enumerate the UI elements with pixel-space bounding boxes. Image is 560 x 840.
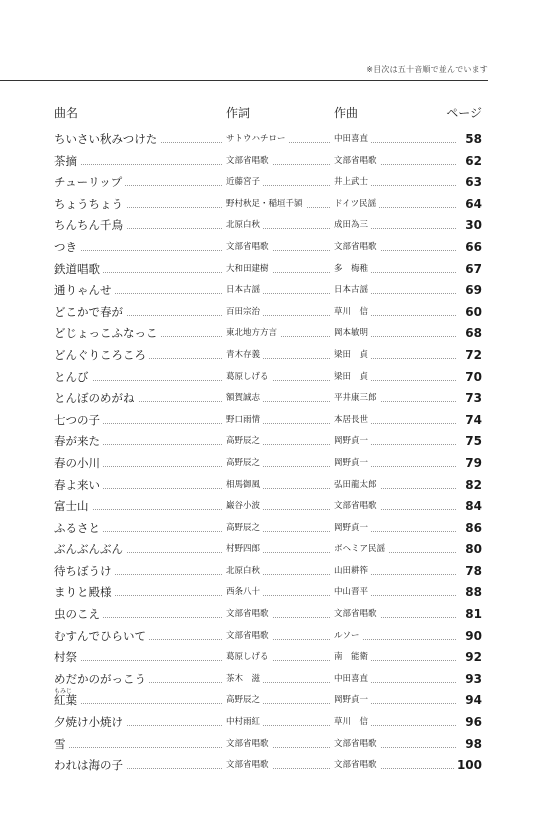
song-composer: 平井康三郎 [334,393,380,404]
song-composer: 草川 信 [334,717,371,728]
song-title-text: 夕焼け小焼け [54,715,123,730]
song-page-number: 96 [465,715,482,730]
toc-row[interactable] [54,538,482,560]
song-composer: 文部省唱歌 [334,242,380,253]
song-title-text: 春が来た [54,434,100,449]
toc-row[interactable] [54,733,482,755]
toc-row[interactable] [54,603,482,625]
song-lyricist: 青木存義 [226,350,263,361]
song-lyricist: 葛原しげる [226,372,272,383]
toc-row[interactable] [54,322,482,344]
song-lyricist: 中村雨紅 [226,717,263,728]
song-title [54,348,149,362]
song-title-text: 村祭 [54,650,77,665]
song-lyricist: 日本古謡 [226,285,263,296]
toc-row[interactable] [54,689,482,711]
toc-row[interactable] [54,430,482,452]
toc-row[interactable] [54,171,482,193]
song-page-number: 88 [465,585,482,600]
toc-row[interactable] [54,646,482,668]
song-composer: 梁田 貞 [334,372,371,383]
song-page-number: 70 [465,369,482,384]
song-title [54,326,161,340]
song-page-number: 58 [465,132,482,146]
song-page-number: 100 [456,758,482,773]
toc-row[interactable] [54,517,482,539]
song-lyricist: 近藤宮子 [226,177,263,188]
song-title [54,197,126,211]
song-title-text: ふるさと [54,520,100,535]
song-composer: 弘田龍太郎 [334,480,380,491]
song-page-number: 80 [465,542,482,557]
song-title [54,564,115,578]
song-title [54,370,92,384]
song-page-number: 81 [465,607,482,622]
toc-row[interactable] [54,452,482,474]
song-lyricist: 相馬御風 [226,480,263,491]
song-composer: 文部省唱歌 [334,739,380,750]
song-title [54,434,103,448]
song-composer: 中田喜直 [334,674,371,685]
toc-row[interactable] [54,625,482,647]
song-page-number: 69 [465,283,482,298]
song-title-text: 紅葉 [54,693,77,708]
song-title [54,154,80,168]
song-composer: 本居長世 [334,415,371,426]
song-page-number: 74 [465,412,482,427]
song-composer: 草川 信 [334,307,371,318]
song-lyricist: 茶木 滋 [226,674,263,685]
song-page-number: 98 [465,736,482,751]
song-page-number: 63 [465,175,482,190]
song-page-number: 82 [465,477,482,492]
song-title-text: どこかで春が [54,304,123,319]
song-lyricist: 野口雨情 [226,415,263,426]
song-page-number: 68 [465,326,482,341]
song-title-text: 通りゃんせ [54,283,112,298]
song-page-number: 75 [465,434,482,449]
song-title-text: ちんちん千鳥 [54,218,123,233]
song-lyricist: 文部省唱歌 [226,631,272,642]
song-lyricist: 高野辰之 [226,458,263,469]
song-title [54,283,115,297]
song-lyricist: 東北地方方言 [226,328,280,339]
song-composer: 梁田 貞 [334,350,371,361]
song-title-text: ちょうちょう [54,196,123,211]
song-title [54,672,149,686]
song-page-number: 84 [465,499,482,514]
song-lyricist: 大和田建樹 [226,264,272,275]
song-page-number: 86 [465,520,482,535]
song-page-number: 67 [465,261,482,276]
song-title [54,391,138,405]
toc-row[interactable] [54,128,482,150]
toc-row[interactable] [54,560,482,582]
song-lyricist: 文部省唱歌 [226,739,272,750]
song-lyricist: 葛原しげる [226,652,272,663]
song-composer: 文部省唱歌 [334,156,380,167]
song-page-number: 66 [465,239,482,254]
song-composer: 多 梅稚 [334,264,371,275]
toc-row[interactable] [54,193,482,215]
song-title-text: ぶんぶんぶん [54,542,123,557]
song-lyricist: 野村秋足・稲垣千頴 [226,199,306,210]
song-title-text: つき [54,239,77,254]
song-lyricist: 北原白秋 [226,220,263,231]
toc-row[interactable] [54,150,482,172]
toc-row[interactable] [54,258,482,280]
toc-header [54,104,482,124]
song-composer: 山田耕筰 [334,566,371,577]
header-title: 曲名 [54,106,79,120]
song-title [54,585,115,599]
toc-row[interactable] [54,409,482,431]
song-title [54,629,149,643]
song-composer: 中田喜直 [334,134,371,145]
song-lyricist: 高野辰之 [226,523,263,534]
toc-row[interactable] [54,344,482,366]
song-lyricist: 文部省唱歌 [226,609,272,620]
toc-row[interactable] [54,754,482,776]
sort-order-note: ※目次は五十音順で並んでいます [366,65,488,74]
song-lyricist: 高野辰之 [226,695,263,706]
toc-row[interactable] [54,495,482,517]
song-lyricist: 高野辰之 [226,436,263,447]
song-composer: 岡野貞一 [334,695,371,706]
song-title-text: 待ちぼうけ [54,563,112,578]
toc-list [54,128,482,776]
song-title [54,218,126,232]
song-title-text: 春の小川 [54,455,100,470]
song-lyricist: 北原白秋 [226,566,263,577]
song-composer: 日本古謡 [334,285,371,296]
song-composer: 南 能衛 [334,652,371,663]
song-title-text: ちいさい秋みつけた [54,132,158,146]
song-title [54,175,125,189]
header-page: ページ [446,106,482,120]
song-lyricist: 額賀誠志 [226,393,263,404]
song-title [54,650,80,664]
song-composer: ルソー [334,631,363,642]
song-composer: 岡野貞一 [334,523,371,534]
song-composer: ドイツ民謡 [334,199,379,210]
song-title [54,737,69,751]
toc-row[interactable] [54,711,482,733]
toc-row[interactable] [54,581,482,603]
song-composer: 中山晋平 [334,587,371,598]
song-lyricist: 文部省唱歌 [226,760,272,771]
song-title-text: どじょっこふなっこ [54,326,158,341]
song-page-number: 92 [465,650,482,665]
song-title-text: チューリップ [54,175,123,190]
song-page-number: 79 [465,455,482,470]
header-rule [0,80,488,81]
song-title-text: 虫のこえ [54,607,100,622]
song-title [54,715,126,729]
toc-row[interactable] [54,301,482,323]
song-title [54,262,103,276]
song-composer: 井上武士 [334,177,371,188]
song-composer: 文部省唱歌 [334,609,380,620]
song-title-text: 茶摘 [54,153,77,168]
song-title [54,305,126,319]
song-lyricist: 文部省唱歌 [226,156,272,167]
song-title-text: めだかのがっこう [54,671,146,686]
song-title-text: われは海の子 [54,758,123,773]
song-title [54,499,92,513]
header-lyricist: 作詞 [226,106,251,120]
song-composer: 文部省唱歌 [334,760,380,771]
song-lyricist: 西条八十 [226,587,263,598]
song-composer: 岡野貞一 [334,458,371,469]
leader-dots [54,746,222,748]
song-title-text: まりと殿様 [54,585,112,600]
song-page-number: 30 [465,218,482,233]
song-title-text: 雪 [54,736,66,751]
toc-row[interactable] [54,387,482,409]
song-title [54,521,103,535]
song-page-number: 72 [465,347,482,362]
song-title [54,688,80,708]
song-page-number: 62 [465,153,482,168]
song-page-number: 60 [465,304,482,319]
song-title [54,456,103,470]
toc-row[interactable] [54,366,482,388]
song-title [54,132,160,146]
song-page-number: 78 [465,563,482,578]
song-lyricist: 文部省唱歌 [226,242,272,253]
song-title [54,542,126,556]
song-page-number: 90 [465,628,482,643]
song-title-text: とんび [54,369,89,384]
song-title [54,607,103,621]
toc-row[interactable] [54,668,482,690]
title-ruby: もみじ [54,688,73,696]
song-composer: ボヘミア民謡 [334,544,388,555]
song-page-number: 73 [465,391,482,406]
toc-row[interactable] [54,236,482,258]
song-lyricist: サトウハチロー [226,134,289,145]
song-composer: 岡野貞一 [334,436,371,447]
song-page-number: 94 [465,693,482,708]
song-lyricist: 百田宗治 [226,307,263,318]
song-title [54,413,103,427]
song-composer: 成田為三 [334,220,371,231]
song-composer: 岡本敏明 [334,328,371,339]
song-title-text: とんぼのめがね [54,391,135,406]
song-lyricist: 村野四郎 [226,544,263,555]
toc-row[interactable] [54,214,482,236]
song-title-text: 鉄道唱歌 [54,261,100,276]
song-title-text: どんぐりころころ [54,347,146,362]
song-title-text: むすんでひらいて [54,628,146,643]
song-title-text: 富士山 [54,499,89,514]
header-composer: 作曲 [334,106,359,120]
song-title-text: 春よ来い [54,477,100,492]
song-composer: 文部省唱歌 [334,501,380,512]
song-title-text: 七つの子 [54,412,100,427]
song-lyricist: 巌谷小波 [226,501,263,512]
song-page-number: 64 [465,196,482,211]
toc-row[interactable] [54,474,482,496]
song-page-number: 93 [465,671,482,686]
song-title [54,478,103,492]
song-title [54,758,126,772]
toc-row[interactable] [54,279,482,301]
song-title [54,240,80,254]
